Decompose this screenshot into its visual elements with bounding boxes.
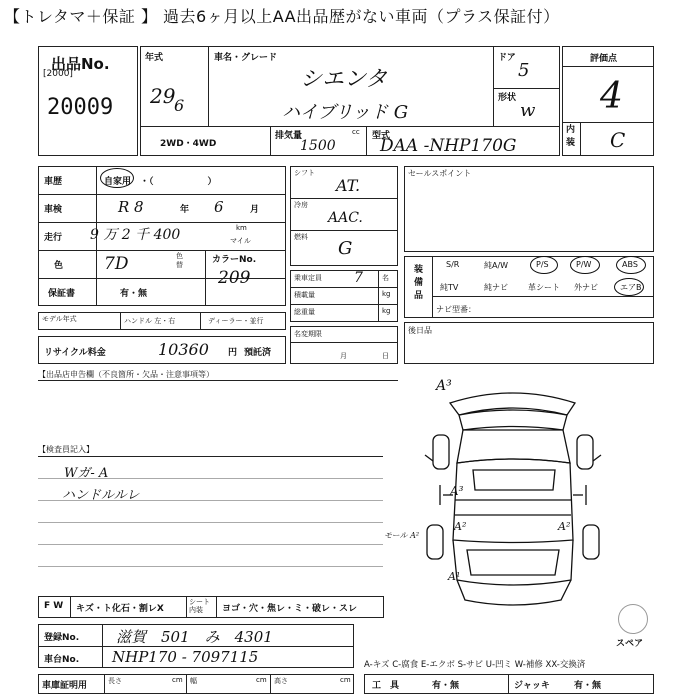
hw-interior: C <box>610 128 626 152</box>
hw-diagram-a2-left: A² <box>454 520 467 533</box>
recycle-label: リサイクル料金 <box>44 348 106 358</box>
equip-navi: 純ナビ <box>484 283 508 292</box>
cert-label: 車庫証明用 <box>42 681 88 691</box>
cc-label: cc <box>352 128 360 136</box>
history-label: 車歴 <box>44 177 63 187</box>
hw-color: 7D <box>104 254 129 274</box>
fw-label: F W <box>44 601 64 611</box>
equip-aw: 純A/W <box>484 261 509 270</box>
gross-label: 総重量 <box>294 308 315 316</box>
shape-label: 形状 <box>498 93 517 103</box>
hw-shift: AT. <box>336 176 361 195</box>
hw-diagram-a3-side: A³ <box>450 484 464 498</box>
length-unit: cm <box>172 676 183 684</box>
drive-label: 2WD・4WD <box>160 139 217 149</box>
lot-box <box>38 46 138 156</box>
score-label: 評価点 <box>590 54 618 64</box>
hw-ac: AAC. <box>328 210 363 226</box>
lot-number: 20009 <box>47 95 114 120</box>
doors-label: ドア <box>498 53 516 63</box>
lot-label: 出品No. <box>51 55 110 73</box>
equip-ps: P/S <box>536 260 549 269</box>
tools-jack-row <box>364 674 654 694</box>
fw-text: キズ・ト化石・割レX <box>76 604 164 614</box>
equip-sr: S/R <box>446 260 460 269</box>
model-label: 型式 <box>372 131 391 141</box>
tools-label: 工 具 <box>372 681 400 691</box>
expiry-tsuki: 月 <box>340 352 347 360</box>
hw-month: 6 <box>174 96 185 115</box>
equip-leather: 革シート <box>528 283 560 292</box>
hw-inspector-line2: ハンドルルレ <box>62 488 140 503</box>
equip-airbag: エアB <box>620 283 642 292</box>
hw-capacity: 7 <box>354 270 363 286</box>
later-items-box <box>404 322 654 364</box>
warranty-options: 有・無 <box>120 289 148 299</box>
yen-label: 円 <box>228 348 238 358</box>
load-unit: kg <box>382 290 391 298</box>
hw-displacement: 1500 <box>300 138 336 154</box>
gross-unit: kg <box>382 307 391 315</box>
load-label: 積載量 <box>294 291 315 299</box>
private-circle <box>100 168 134 188</box>
hw-inspector-line1: Wガ- A <box>64 466 109 481</box>
color-no-label: カラーNo. <box>212 255 257 265</box>
hw-doors: 5 <box>518 60 530 81</box>
reg-label: 登録No. <box>44 633 80 643</box>
shift-label: シフト <box>294 169 315 177</box>
lot-small: [2000] <box>43 69 73 79</box>
circle-ps <box>530 256 558 274</box>
capacity-unit: 名 <box>382 274 389 282</box>
height-label: 高さ <box>274 677 288 685</box>
hw-diagram-note: モール A² <box>384 531 420 540</box>
length-label: 長さ <box>108 677 122 685</box>
equip-pw: P/W <box>576 260 592 269</box>
mile-label: マイル <box>230 237 251 245</box>
hw-diagram-a1-rear: A¹ <box>448 570 461 583</box>
tools-options: 有・無 <box>432 681 460 691</box>
warranty-label: 保証書 <box>48 289 76 299</box>
title-banner: 【トレタマ＋保証 】 過去6ヶ月以上AA出品歴がない車両（プラス保証付） <box>4 7 560 26</box>
hw-recycle: 10360 <box>158 340 209 359</box>
fuel-label: 燃料 <box>294 233 308 241</box>
color-change-label: 色替 <box>176 252 183 269</box>
inspection-label: 車検 <box>44 205 63 215</box>
sales-point-label: セールスポイント <box>408 169 472 178</box>
remarks-label: 【出品店申告欄（不良箇所・欠品・注意事項等） <box>38 370 214 379</box>
nen-label: 年 <box>180 205 190 215</box>
hw-model: DAA -NHP170G <box>380 136 517 156</box>
sheet-text: ヨゴ・穴・焦レ・ミ・破レ・スレ <box>222 604 358 614</box>
km-label: km <box>236 224 247 232</box>
model-year-label: モデル年式 <box>42 315 77 323</box>
circle-abs <box>616 256 646 274</box>
hw-score: 4 <box>600 76 623 117</box>
later-label: 後日品 <box>408 326 432 335</box>
chassis-label: 車台No. <box>44 655 80 665</box>
expiry-label: 名変期限 <box>294 330 322 338</box>
equip-ext-navi: 外ナビ <box>574 283 598 292</box>
dealer-label: ディーラー・並行 <box>208 317 264 325</box>
hw-inspection-month: 6 <box>214 198 224 216</box>
jack-label: ジャッキ <box>514 681 550 691</box>
hw-name: シエンタ <box>300 67 388 92</box>
ac-label: 冷房 <box>294 201 308 209</box>
hw-year: 29 <box>150 84 176 108</box>
hw-inspection-year: R 8 <box>118 198 144 216</box>
jack-options: 有・無 <box>574 681 602 691</box>
spare-wheel-icon <box>618 604 648 634</box>
inspector-label: 【検査員記入】 <box>38 445 94 454</box>
hw-mileage: 9 万 2 千 400 <box>90 227 181 243</box>
height-unit: cm <box>340 676 351 684</box>
sheet-label: シート内装 <box>189 598 210 614</box>
circle-pw <box>570 256 600 274</box>
mileage-label: 走行 <box>44 233 63 243</box>
hw-shape: w <box>520 100 536 121</box>
displacement-label: 排気量 <box>275 131 303 141</box>
equip-tv: 純TV <box>440 283 459 292</box>
hw-diagram-a2-right: A² <box>558 520 571 533</box>
history-rest: ・（ ） <box>140 177 217 187</box>
name-grade-label: 車名・グレード <box>214 53 278 63</box>
handle-label: ハンドル 左・右 <box>124 317 176 325</box>
spare-label: スペア <box>616 639 644 649</box>
hw-chassis: NHP170 - 7097115 <box>112 648 259 666</box>
damage-legend: A-キズ C-腐食 E-エクボ S-サビ U-凹ミ W-補修 XX-交換済 <box>364 660 586 670</box>
capacity-label: 乗車定員 <box>294 274 322 282</box>
circle-airbag <box>614 278 644 296</box>
tsuki-label: 月 <box>250 205 260 215</box>
car-diagram <box>395 375 630 625</box>
hw-fuel: G <box>338 238 353 259</box>
navi-label: ナビ型番： <box>436 305 476 314</box>
hw-reg: 滋賀 501 み 4301 <box>116 628 273 646</box>
equipment-label: 装備品 <box>414 265 424 301</box>
hw-diagram-a3-front: A³ <box>436 378 452 394</box>
hw-grade: ハイブリッド G <box>282 102 409 123</box>
year-label: 年式 <box>145 53 164 63</box>
private-label: 自家用 <box>104 177 132 187</box>
width-unit: cm <box>256 676 267 684</box>
color-label: 色 <box>54 261 64 271</box>
interior-label: 内装 <box>566 125 576 148</box>
deposit-label: 預託済 <box>244 348 272 358</box>
equip-abs: ABS <box>622 260 638 269</box>
width-label: 幅 <box>190 677 197 685</box>
expiry-hi: 日 <box>382 352 389 360</box>
hw-color-no: 209 <box>218 268 251 288</box>
